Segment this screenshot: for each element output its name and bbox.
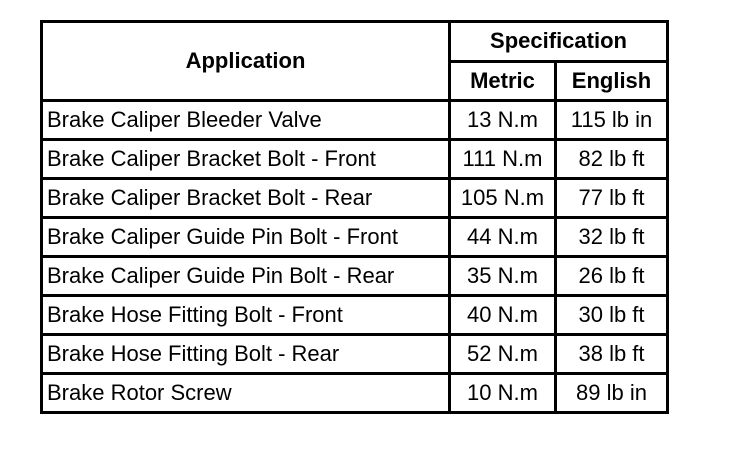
- row-metric: 44 N.m: [450, 218, 556, 257]
- table-body: [42, 101, 668, 413]
- row-metric: 111 N.m: [450, 140, 556, 179]
- row-metric: 52 N.m: [450, 335, 556, 374]
- row-application: Brake Caliper Bracket Bolt - Front: [42, 140, 450, 179]
- table-row: [42, 335, 668, 374]
- torque-specification-table: [40, 20, 669, 414]
- row-english: 32 lb ft: [556, 218, 668, 257]
- header-metric: Metric: [450, 61, 556, 101]
- table-row: [42, 101, 668, 140]
- table-row: [42, 140, 668, 179]
- row-metric: 13 N.m: [450, 101, 556, 140]
- header-specification: Specification: [450, 22, 668, 62]
- row-application: Brake Caliper Guide Pin Bolt - Front: [42, 218, 450, 257]
- table-row: [42, 374, 668, 413]
- row-english: 38 lb ft: [556, 335, 668, 374]
- row-english: 82 lb ft: [556, 140, 668, 179]
- row-metric: 35 N.m: [450, 257, 556, 296]
- row-application: Brake Caliper Bleeder Valve: [42, 101, 450, 140]
- header-english: English: [556, 61, 668, 101]
- row-english: 89 lb in: [556, 374, 668, 413]
- row-english: 115 lb in: [556, 101, 668, 140]
- row-application: Brake Caliper Guide Pin Bolt - Rear: [42, 257, 450, 296]
- row-english: 77 lb ft: [556, 179, 668, 218]
- row-metric: 40 N.m: [450, 296, 556, 335]
- table-header: [42, 22, 668, 101]
- header-row-top: [42, 22, 668, 62]
- row-application: Brake Rotor Screw: [42, 374, 450, 413]
- row-application: Brake Hose Fitting Bolt - Rear: [42, 335, 450, 374]
- row-application: Brake Caliper Bracket Bolt - Rear: [42, 179, 450, 218]
- table-row: [42, 296, 668, 335]
- row-english: 26 lb ft: [556, 257, 668, 296]
- table-row: [42, 218, 668, 257]
- row-metric: 10 N.m: [450, 374, 556, 413]
- row-metric: 105 N.m: [450, 179, 556, 218]
- table-row: [42, 179, 668, 218]
- header-application: Application: [42, 22, 450, 101]
- table-row: [42, 257, 668, 296]
- row-application: Brake Hose Fitting Bolt - Front: [42, 296, 450, 335]
- row-english: 30 lb ft: [556, 296, 668, 335]
